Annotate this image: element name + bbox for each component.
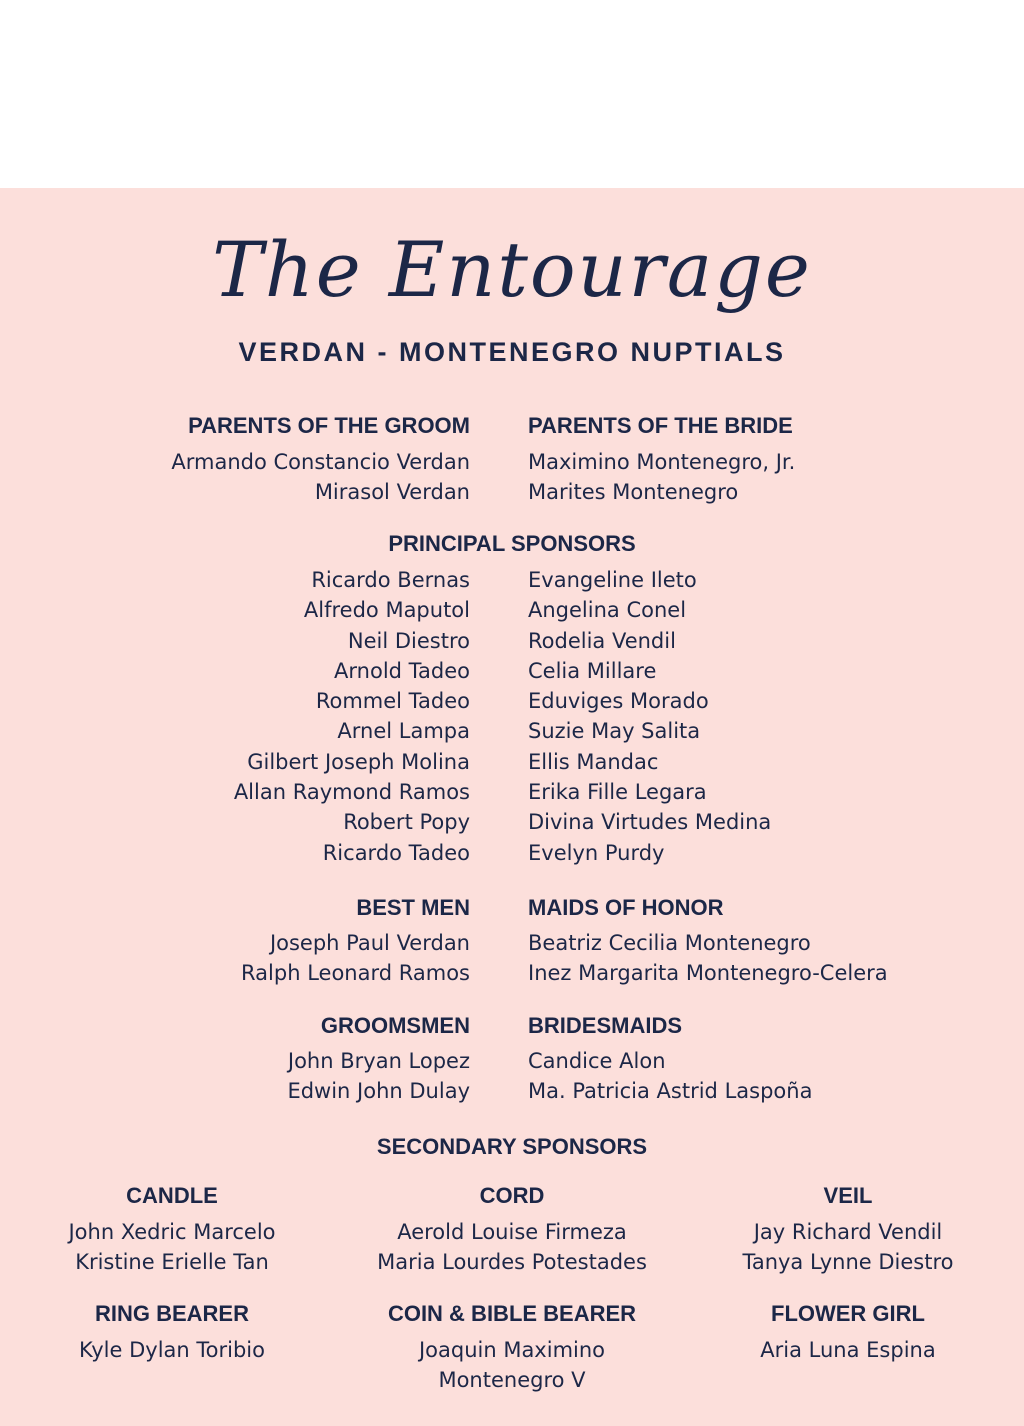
coin-bible-bearer-heading: COIN & BIBLE BEARER	[387, 1301, 637, 1326]
entourage-name: Rodelia Vendil	[528, 628, 676, 653]
entourage-name: Marites Montenegro	[528, 480, 739, 505]
entourage-name: Erika Fille Legara	[528, 780, 707, 805]
entourage-name: Divina Virtudes Medina	[528, 810, 772, 835]
entourage-name: Gilbert Joseph Molina	[247, 749, 470, 774]
cord-heading: CORD	[479, 1183, 545, 1208]
entourage-name: Suzie May Salita	[528, 719, 701, 744]
principal-sponsors-heading: PRINCIPAL SPONSORS	[388, 531, 636, 556]
entourage-name: Ellis Mandac	[528, 749, 659, 774]
entourage-name: Mirasol Verdan	[314, 480, 470, 505]
entourage-name: Maria Lourdes Potestades	[377, 1250, 647, 1275]
bridesmaids-heading: BRIDESMAIDS	[528, 1013, 683, 1038]
maids-of-honor-heading: MAIDS OF HONOR	[528, 895, 724, 920]
entourage-name: Ricardo Bernas	[311, 568, 470, 592]
candle-heading: CANDLE	[126, 1183, 218, 1208]
entourage-name: Rommel Tadeo	[315, 689, 470, 714]
entourage-name: Ralph Leonard Ramos	[241, 961, 470, 986]
parents-bride-list	[528, 447, 968, 508]
entourage-name: Arnel Lampa	[337, 719, 470, 744]
entourage-name: Arnold Tadeo	[334, 658, 470, 683]
flower-girl-list	[690, 1335, 1006, 1365]
entourage-name: Alfredo Maputol	[303, 598, 470, 623]
entourage-name: Evelyn Purdy	[528, 840, 665, 865]
entourage-name: Joaquin Maximino	[418, 1338, 606, 1362]
groomsmen-heading: GROOMSMEN	[320, 1013, 470, 1038]
candle-list	[12, 1217, 332, 1278]
ring-bearer-list	[12, 1335, 332, 1365]
entourage-name: Candice Alon	[528, 1049, 666, 1073]
best-men-heading: BEST MEN	[356, 895, 470, 920]
entourage-name: Eduviges Morado	[528, 689, 709, 714]
ring-bearer-heading: RING BEARER	[94, 1301, 249, 1326]
veil-heading: VEIL	[823, 1183, 873, 1208]
parents-groom-list	[60, 447, 470, 508]
entourage-name: Kyle Dylan Toribio	[79, 1338, 265, 1362]
parents-bride-heading: PARENTS OF THE BRIDE	[528, 413, 793, 438]
entourage-name: Evangeline Ileto	[528, 568, 697, 592]
entourage-name: Tanya Lynne Diestro	[742, 1250, 954, 1275]
entourage-name: John Xedric Marcelo	[68, 1220, 276, 1244]
entourage-name: Celia Millare	[528, 658, 657, 683]
cord-list	[342, 1217, 682, 1278]
entourage-name: Allan Raymond Ramos	[233, 780, 470, 805]
maids-of-honor-list	[528, 928, 968, 989]
nuptials-subtitle: VERDAN - MONTENEGRO NUPTIALS	[238, 337, 786, 367]
entourage-name: Ricardo Tadeo	[322, 840, 470, 865]
secondary-sponsors-heading: SECONDARY SPONSORS	[376, 1134, 648, 1159]
entourage-name: Angelina Conel	[528, 598, 687, 623]
principal-sponsors-left-list	[60, 565, 470, 868]
flower-girl-heading: FLOWER GIRL	[771, 1301, 925, 1326]
entourage-name: Joseph Paul Verdan	[269, 931, 470, 955]
entourage-name: Montenegro V	[438, 1368, 586, 1393]
entourage-name: Armando Constancio Verdan	[171, 450, 470, 474]
coin-bible-bearer-list	[342, 1335, 682, 1396]
entourage-name: Neil Diestro	[347, 628, 470, 653]
entourage-name: Robert Popy	[343, 810, 470, 835]
entourage-name: John Bryan Lopez	[287, 1049, 470, 1073]
parents-groom-heading: PARENTS OF THE GROOM	[188, 413, 470, 438]
entourage-name: Inez Margarita Montenegro-Celera	[528, 961, 888, 986]
entourage-name: Aria Luna Espina	[760, 1338, 936, 1362]
veil-list	[690, 1217, 1006, 1278]
entourage-script-title: The Entourage	[212, 225, 812, 314]
entourage-name: Aerold Louise Firmeza	[397, 1220, 627, 1244]
best-men-list	[60, 928, 470, 989]
entourage-name: Maximino Montenegro, Jr.	[528, 450, 796, 474]
entourage-name: Edwin John Dulay	[287, 1079, 470, 1104]
entourage-name: Beatriz Cecilia Montenegro	[528, 931, 811, 955]
entourage-name: Ma. Patricia Astrid Laspoña	[528, 1079, 813, 1104]
bridesmaids-list	[528, 1046, 968, 1107]
entourage-name: Jay Richard Vendil	[753, 1220, 943, 1244]
principal-sponsors-right-list	[528, 565, 968, 868]
entourage-name: Kristine Erielle Tan	[75, 1250, 269, 1275]
groomsmen-list	[60, 1046, 470, 1107]
